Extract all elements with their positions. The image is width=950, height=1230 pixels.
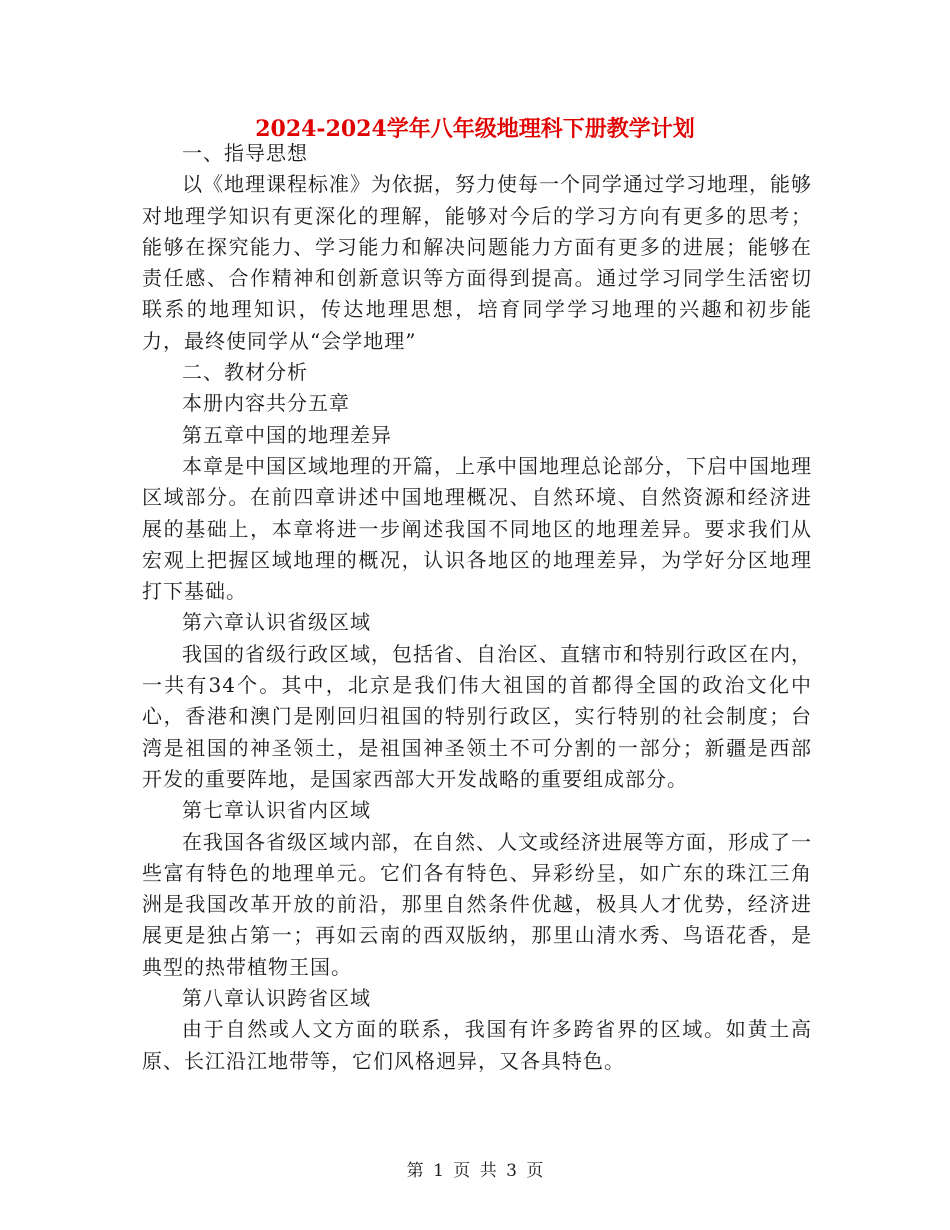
paragraph: 本册内容共分五章 [182,391,350,416]
section-heading: 一、指导思想 [182,141,308,165]
paragraph: 本章是中国区域地理的开篇，上承中国地理总论部分，下启中国地理区域部分。在前四章讲述中国地理概况、自然环境、自然资源和经济进展的基础上，本章将进一步阐述我国不同地区的地理差异。要求我们从宏观上把握区域地理的概况，认识各地区的地理差异，为学好分区地理打下基础。 [142,453,812,604]
document-body [142,138,812,1077]
paragraph: 我国的省级行政区域，包括省、自治区、直辖市和特别行政区在内，一共有34个。其中，北京是我们伟大祖国的首都得全国的政治文化中心，香港和澳门是刚回归祖国的特别行政区，实行特别的社会制度；台湾是祖国的神圣领土，是祖国神圣领土不可分割的一部分；新疆是西部开发的重要阵地，是国家西部大开发战略的重要组成部分。 [142,641,812,791]
chapter-heading: 第六章认识省级区域 [182,610,371,635]
paragraph: 以《地理课程标准》为依据，努力使每一个同学通过学习地理，能够对地理学知识有更深化的理解，能够对今后的学习方向有更多的思考；能够在探究能力、学习能力和解决问题能力方面有更多的进展；能够在责任感、合作精神和创新意识等方面得到提高。通过学习同学生活密切联系的地理知识，传达地理思想，培育同学学习地理的兴趣和初步能力，最终使同学从“会学地理” [142,172,812,353]
chapter-heading: 第八章认识跨省区域 [182,986,371,1011]
section-heading: 二、教材分析 [182,360,308,385]
document-title: 2024-2024学年八年级地理科下册教学计划 [255,116,695,142]
paragraph: 在我国各省级区域内部，在自然、人文或经济进展等方面，形成了一些富有特色的地理单元。它们各有特色、异彩纷呈，如广东的珠江三角洲是我国改革开放的前沿，那里自然条件优越，极具人才优势，经济进展更是独占第一；再如云南的西双版纳，那里山清水秀、鸟语花香，是典型的热带植物王国。 [142,829,812,979]
paragraph: 由于自然或人文方面的联系，我国有许多跨省界的区域。如黄土高原、长江沿江地带等，它们风格迥异，又各具特色。 [142,1017,812,1073]
chapter-heading: 第五章中国的地理差异 [182,422,392,447]
page-number-footer: 第 1 页 共 3 页 [406,1161,544,1181]
chapter-heading: 第七章认识省内区域 [182,798,371,823]
